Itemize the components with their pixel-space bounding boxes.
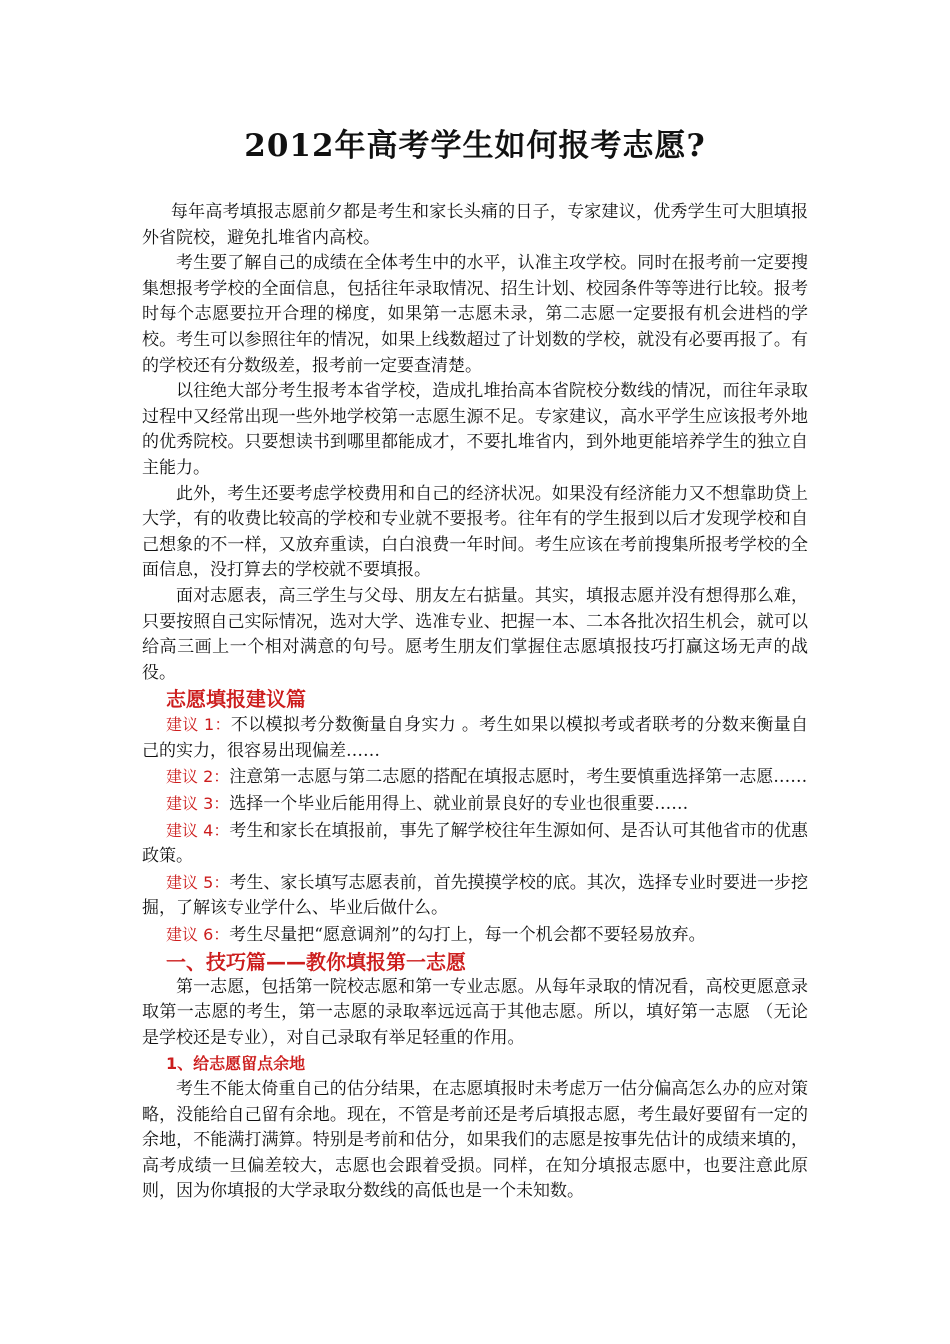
suggestion-label: 建议 2： [166, 767, 230, 787]
intro-paragraph-5: 面对志愿表，高三学生与父母、朋友左右掂量。其实，填报志愿并没有想得那么难，只要按照自己实际情况，选对大学、选准专业、把握一本、二本各批次招生机会，就可以给高三画上一个相对满意的句号。愿考生朋友们掌握住志愿填报技巧打赢这场无声的战役。 [142, 585, 808, 683]
suggestion-text: 注意第一志愿与第二志愿的搭配在填报志愿时，考生要慎重选择第一志愿…… [229, 767, 808, 788]
suggestion-text: 考生尽量把“愿意调剂”的勾打上，每一个机会都不要轻易放弃。 [229, 925, 706, 946]
suggestion-label: 建议 6： [166, 925, 230, 945]
section-one-heading: 一、技巧篇——教你填报第一志愿 [166, 949, 466, 974]
suggestion-text: 考生和家长在填报前，事先了解学校往年生源如何、是否认可其他省市的优惠政策。 [142, 820, 808, 867]
suggestion-text: 考生、家长填写志愿表前，首先摸摸学校的底。其次，选择专业时要进一步挖掘，了解该专业学什么、毕业后做什么。 [142, 872, 808, 919]
suggestion-item [142, 870, 808, 922]
suggestion-label: 建议 4： [166, 820, 230, 840]
suggestion-item [142, 818, 808, 870]
document-page [142, 126, 808, 1205]
subsection-heading: 1、给志愿留点余地 [166, 1054, 306, 1074]
intro-paragraph-2: 考生要了解自己的成绩在全体考生中的水平，认准主攻学校。同时在报考前一定要搜集想报考学校的全面信息，包括往年录取情况、招生计划、校园条件等等进行比较。报考时每个志愿要拉开合理的梯度，如果第一志愿未录，第二志愿一定要报有机会进档的学校。考生可以参照往年的情况，如果上线数超过了计划数的学校，就没有必要再报了。有的学校还有分数级差，报考前一定要查清楚。 [142, 253, 808, 376]
suggestion-item [142, 712, 808, 764]
suggestion-text: 不以模拟考分数衡量自身实力 。考生如果以模拟考或者联考的分数来衡量自己的实力，很容易出现偏差…… [142, 715, 808, 761]
suggestion-label: 建议 5： [166, 872, 230, 892]
document-title: 2012年高考学生如何报考志愿? [244, 128, 706, 164]
suggestion-item [142, 791, 808, 818]
suggestion-text: 选择一个毕业后能用得上、就业前景良好的专业也很重要…… [229, 794, 689, 815]
suggestion-label: 建议 3： [166, 794, 230, 814]
suggestion-item [142, 764, 808, 791]
suggestion-label: 建议 1： [166, 715, 231, 735]
intro-paragraph-4: 此外，考生还要考虑学校费用和自己的经济状况。如果没有经济能力又不想靠助贷上大学，有的收费比较高的学校和专业就不要报考。往年有的学生报到以后才发现学校和自己想象的不一样，又放弃重读，白白浪费一年时间。考生应该在考前搜集所报考学校的全面信息，没打算去的学校就不要填报。 [142, 483, 808, 581]
subsection-paragraph: 考生不能太倚重自己的估分结果，在志愿填报时未考虑万一估分偏高怎么办的应对策略，没能给自己留有余地。现在，不管是考前还是考后填报志愿，考生最好要留有一定的余地，不能满打满算。特别是考前和估分，如果我们的志愿是按事先估计的成绩来填的，高考成绩一旦偏差较大，志愿也会跟着受损。同样，在知分填报志愿中，也要注意此原则，因为你填报的大学录取分数线的高低也是一个未知数。 [142, 1079, 808, 1202]
suggestion-item [142, 922, 808, 949]
section-one-paragraph: 第一志愿，包括第一院校志愿和第一专业志愿。从每年录取的情况看，高校更愿意录取第一志愿的考生，第一志愿的录取率远远高于其他志愿。所以，填好第一志愿 （无论是学校还是专业），对自己录取有举足轻重的作用。 [142, 976, 808, 1048]
suggestions-heading: 志愿填报建议篇 [166, 687, 306, 712]
intro-paragraph-3: 以往绝大部分考生报考本省学校，造成扎堆抬高本省院校分数线的情况，而往年录取过程中又经常出现一些外地学校第一志愿生源不足。专家建议，高水平学生应该报考外地的优秀院校。只要想读书到哪里都能成才，不要扎堆省内，到外地更能培养学生的独立自主能力。 [142, 381, 808, 478]
intro-paragraph-1: 每年高考填报志愿前夕都是考生和家长头痛的日子，专家建议，优秀学生可大胆填报外省院校，避免扎堆省内高校。 [142, 202, 808, 248]
